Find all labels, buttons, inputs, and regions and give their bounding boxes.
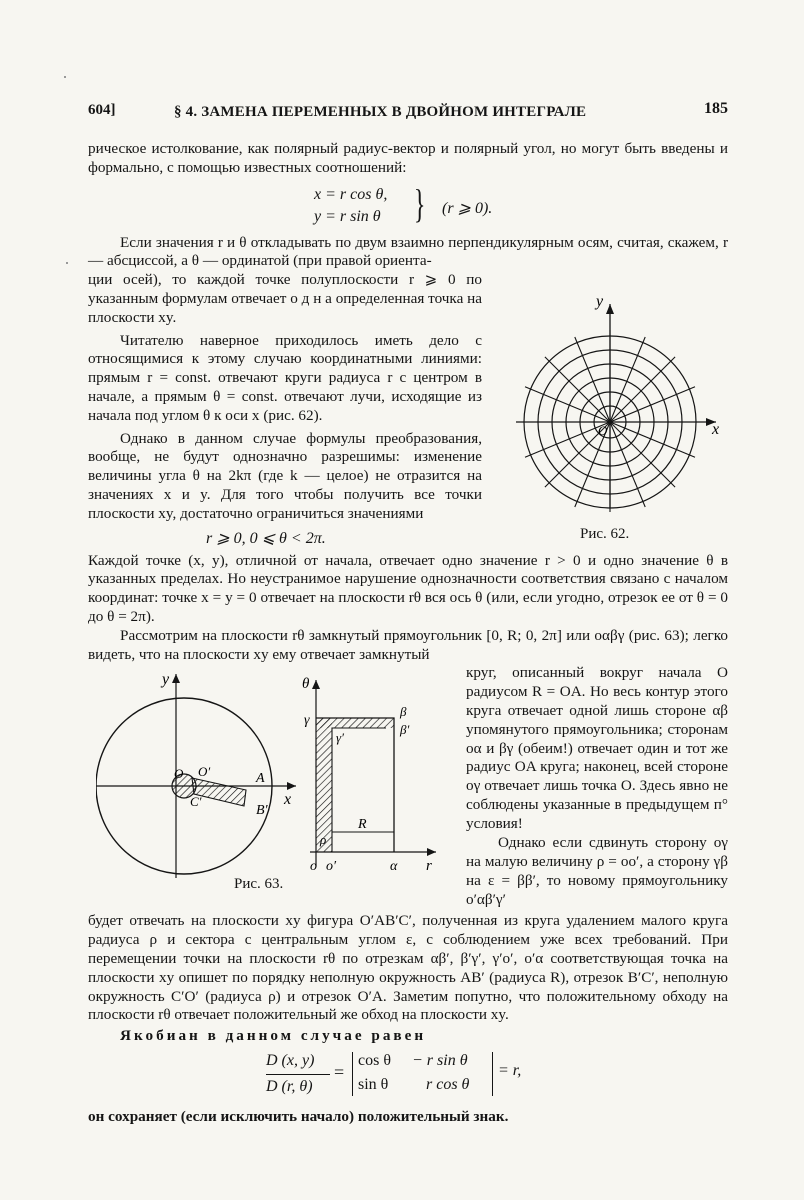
final-line: он сохраняет (если исключить начало) положительный знак. — [88, 1107, 509, 1125]
label-O: O — [174, 766, 184, 781]
figure-62 — [510, 292, 730, 512]
section-number: 604] — [88, 102, 116, 118]
polar-ray — [610, 357, 675, 422]
label-o: o — [310, 859, 317, 874]
det-left-bar — [352, 1052, 353, 1096]
axis-label-y: y — [596, 293, 604, 310]
paragraph-4: Однако в данном случае формулы преобразования, вообще, не будут однозначно разрешимы: изменение величины угла θ на 2kπ (где k — целое) не отразится на значениях x и y. Для того чтобы получить все точки плоскости xy, достаточно ограничиться значениями — [88, 429, 482, 522]
x-arrow-icon — [287, 782, 296, 790]
jacobian-denominator: D (r, θ) — [266, 1077, 313, 1095]
brace-icon: } — [413, 180, 426, 226]
polar-ray — [610, 422, 675, 487]
formula-polar — [88, 182, 728, 230]
paragraph-6-wrap: круг, описанный вокруг начала O радиусом R = OA. Но весь контур этого круга отвечает одной лишь стороне αβ упомянутого прямоугольника; сторонам oα и βγ (обеим!) отвечает один и тот же радиус OA круга; наконец, всей стороне oγ отвечает лишь точка O. Здесь явно не соблюдены указанные в предыдущем п° условия! — [466, 664, 728, 832]
det-a11: cos θ — [358, 1051, 391, 1069]
section-title: § 4. ЗАМЕНА ПЕРЕМЕННЫХ В ДВОЙНОМ ИНТЕГРАЛЕ — [174, 104, 587, 120]
strip-top — [316, 718, 394, 728]
theta-arrow-icon — [312, 680, 320, 689]
y-arrow-icon — [606, 304, 614, 314]
label-beta: β — [400, 704, 407, 719]
paragraph-7-wrap: Однако если сдвинуть сторону oγ на малую величину ρ = oo′, а сторону γβ на ε = ββ′, то новому прямоугольнику o′αβ′γ′ — [466, 834, 728, 908]
label-x: x — [284, 791, 292, 808]
label-R: R — [358, 817, 367, 832]
det-a22: r cos θ — [426, 1075, 470, 1093]
equals-sign: = — [334, 1061, 345, 1082]
jacobian-formula — [88, 1050, 728, 1106]
label-C-prime: C′ — [190, 794, 202, 809]
label-A: A — [256, 771, 265, 786]
formula-line-x: x = r cos θ, — [314, 185, 388, 203]
formula-condition: (r ⩾ 0). — [442, 199, 493, 217]
paragraph-2-wrap: ции осей), то каждой точке полуплоскости r ⩾ 0 по указанным формулам отвечает о д н а определенная точка на плоскости xy. — [88, 271, 482, 326]
label-gamma-prime: γ′ — [336, 730, 344, 745]
page-content — [88, 96, 728, 1127]
jacobian-numerator: D (x, y) — [266, 1051, 315, 1069]
polar-ray — [545, 357, 610, 422]
det-a21: sin θ — [358, 1075, 389, 1093]
label-alpha: α — [390, 859, 398, 874]
r-arrow-icon — [427, 848, 436, 856]
label-y: y — [162, 671, 170, 688]
paragraph-2: Если значения r и θ откладывать по двум взаимно перпендикулярным осям, считая, скажем, r — абсциссой, а θ — ординатой (при правой ориента- — [88, 233, 728, 270]
label-O-prime: O′ — [198, 764, 211, 779]
jacobian-result: = r, — [498, 1061, 522, 1079]
page-number: 185 — [704, 100, 728, 117]
fraction-bar — [266, 1074, 330, 1075]
paragraph-3: Читателю наверное приходилось иметь дело с относящимися к этому случаю координатными линиями: прямым r = const. отвечают круги радиуса r с центром в начале, а прямым θ = const. отвечают лучи, исходящие из начала под углом θ к оси x (рис. 62). — [88, 331, 482, 424]
figure-63-rectangle — [296, 674, 446, 874]
paragraph-5: Каждой точке (x, y), отличной от начала, отвечает одно значение r > 0 и одно значение θ в указанных пределах. Но неустранимое нарушение однозначности соответствия связано с началом координат: точке x = y = 0 отвечает на плоскости rθ вся ось θ (или, если угодно, отрезок ее от θ = 0 до θ = 2π). — [88, 551, 728, 625]
running-header — [88, 96, 728, 118]
label-r: r — [426, 858, 432, 874]
scan-speck — [64, 76, 66, 78]
origin-label: O — [598, 423, 608, 438]
paragraph-1: рическое истолкование, как полярный радиус-вектор и полярный угол, но могут быть введены и формально, с помощью известных соотношений: — [88, 140, 728, 176]
figure-63-caption: Рис. 63. — [234, 876, 284, 892]
y-arrow-icon — [172, 674, 180, 683]
inner-outline — [332, 728, 386, 852]
label-B-prime: B′ — [256, 803, 268, 818]
det-a12: − r sin θ — [412, 1051, 468, 1069]
figure-63-disc — [96, 668, 306, 882]
label-gamma: γ — [304, 713, 310, 728]
label-theta: θ — [302, 676, 310, 692]
label-o-prime: o′ — [326, 859, 337, 874]
label-rho: ρ — [320, 832, 327, 847]
jacobian-intro: Якобиан в данном случае равен — [120, 1027, 427, 1045]
scan-speck — [66, 262, 68, 264]
formula-range: r ⩾ 0, 0 ⩽ θ < 2π. — [206, 529, 326, 547]
formula-line-y: y = r sin θ — [314, 207, 381, 225]
paragraph-6: Рассмотрим на плоскости rθ замкнутый прямоугольник [0, R; 0, 2π] или oαβγ (рис. 63); легко видеть, что на плоскости xy ему отвечает замкнутый — [88, 626, 728, 663]
det-right-bar — [492, 1052, 493, 1096]
figure-62-caption: Рис. 62. — [580, 526, 630, 542]
label-beta-prime: β′ — [400, 722, 410, 737]
axis-label-x: x — [712, 421, 720, 438]
paragraph-7: будет отвечать на плоскости xy фигура O′AB′C′, полученная из круга удалением малого круга радиуса ρ и сектора с центральным углом ε, с соблюдением уже всех требований. При перемещении точки на плоскости rθ по отрезкам αβ′, β′γ′, γ′o′, o′α соответствующая точка на плоскости xy опишет по порядку неполную окружность AB′ (радиуса R), отрезок B′C′, неполную окружность C′O′ (радиуса ρ) и отрезок O′A. Заметим попутно, что положительному обходу на плоскости rθ отвечает положительный же обход на плоскости xy. — [88, 912, 728, 1024]
